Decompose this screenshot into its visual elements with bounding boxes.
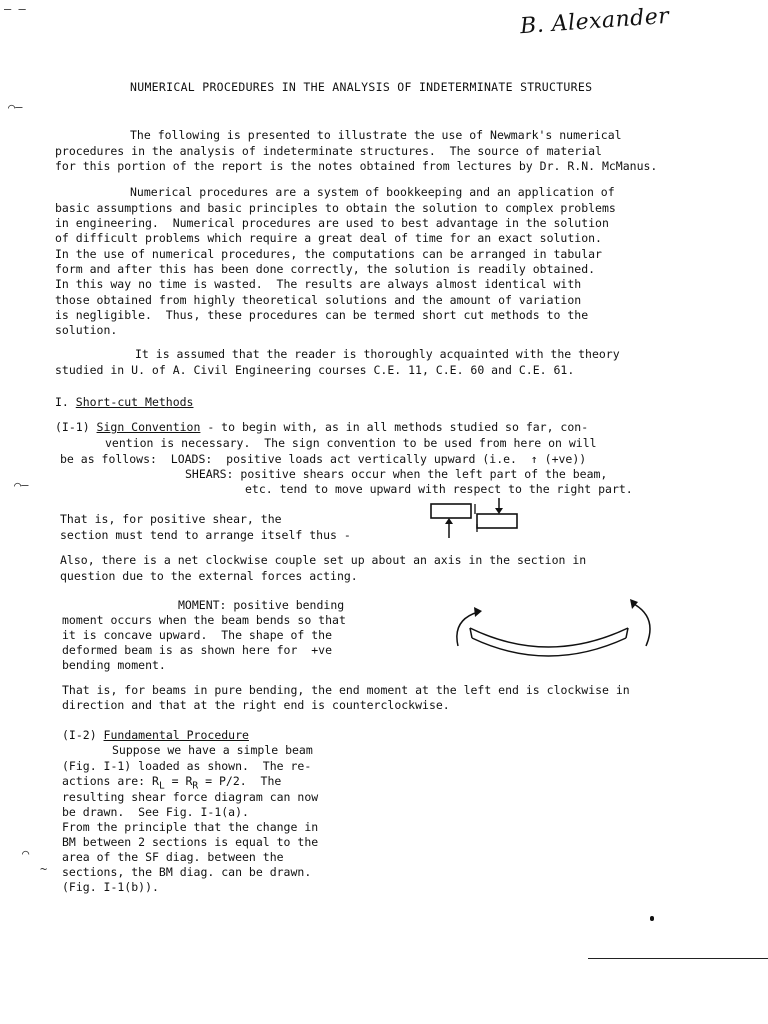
- body-line: those obtained from highly theoretical solutions and the amount of variation: [55, 293, 582, 307]
- beam-top-edge: [470, 628, 628, 647]
- body-line: section must tend to arrange itself thus -: [60, 528, 351, 542]
- subscript: R: [192, 780, 199, 792]
- deformed-beam-diagram: [448, 596, 663, 666]
- body-line: in engineering. Numerical procedures are used to best advantage in the solution: [55, 216, 609, 230]
- loads-label: be as follows: LOADS:: [60, 452, 227, 466]
- margin-mark: — —: [4, 2, 26, 16]
- body-line: BM between 2 sections is equal to the: [62, 835, 319, 849]
- signature: B. Alexander: [519, 3, 671, 40]
- subscript: L: [158, 780, 165, 792]
- body-line: [60, 452, 586, 467]
- arrowhead-icon: [630, 599, 638, 609]
- body-line: basic assumptions and basic principles to obtain the solution to complex problems: [55, 201, 616, 215]
- margin-mark: ⌒: [22, 846, 30, 860]
- intro-line: procedures in the analysis of indeterminate structures. The source of material: [55, 144, 602, 158]
- arrowhead-icon: [495, 508, 503, 514]
- shear-diagram: [425, 496, 535, 546]
- body-line: (Fig. I-1) loaded as shown. The re-: [62, 759, 312, 773]
- shears-label: SHEARS:: [185, 467, 241, 481]
- body-line: form and after this has been done correctly, the solution is readily obtained.: [55, 262, 596, 276]
- body-text: - to begin with, as in all methods studied so far, con-: [200, 420, 589, 434]
- body-line: solution.: [55, 323, 118, 337]
- left-segment: [431, 504, 471, 518]
- body-line: is negligible. Thus, these procedures can be termed short cut methods to the: [55, 308, 589, 322]
- body-line: area of the SF diag. between the: [62, 850, 284, 864]
- body-line: etc. tend to move upward with respect to the right part.: [245, 482, 633, 496]
- subsection-line: [62, 728, 249, 743]
- shears-definition: positive shears occur when the left part of the beam,: [240, 467, 608, 481]
- margin-mark: ⌒—: [14, 478, 29, 492]
- margin-mark: ~: [40, 862, 48, 876]
- counterclockwise-moment-arrow-icon: [634, 604, 650, 646]
- divider: [588, 958, 768, 959]
- clockwise-moment-arrow-icon: [457, 612, 478, 646]
- section-number: I.: [55, 395, 76, 409]
- body-line: Suppose we have a simple beam: [112, 743, 313, 757]
- body-line: In the use of numerical procedures, the computations can be arranged in tabular: [55, 247, 602, 261]
- arrowhead-icon: [445, 518, 453, 524]
- subsection-label: (I-1): [55, 420, 97, 434]
- body-line: bending moment.: [62, 658, 166, 672]
- body-line: vention is necessary. The sign convention to be used from here on will: [105, 436, 597, 450]
- section-title: Short-cut Methods: [75, 395, 194, 409]
- arrowhead-icon: [474, 607, 482, 617]
- body-line: In this way no time is wasted. The results are always almost identical with: [55, 277, 582, 291]
- body-line: Also, there is a net clockwise couple set up about an axis in the section in: [60, 553, 587, 567]
- subsection-line: [55, 420, 588, 435]
- intro-line: for this portion of the report is the notes obtained from lectures by Dr. R.N. McManus.: [55, 159, 658, 173]
- body-line: sections, the BM diag. can be drawn.: [62, 865, 312, 879]
- body-text: = R: [164, 774, 193, 788]
- body-line: it is concave upward. The shape of the: [62, 628, 333, 642]
- body-line: deformed beam is as shown here for +ve: [62, 643, 333, 657]
- body-line: That is, for positive shear, the: [60, 512, 282, 526]
- intro-line: The following is presented to illustrate the use of Newmark's numerical: [130, 128, 622, 142]
- right-segment: [477, 514, 517, 528]
- body-text: = P/2. The: [198, 774, 282, 788]
- body-line: direction and that at the right end is counterclockwise.: [62, 698, 450, 712]
- body-line: [185, 467, 607, 482]
- body-line: resulting shear force diagram can now: [62, 790, 319, 804]
- body-line: moment occurs when the beam bends so that: [62, 613, 346, 627]
- loads-definition: positive loads act vertically upward (i.e. ↑ (+ve)): [226, 452, 587, 466]
- body-line: That is, for beams in pure bending, the end moment at the left end is clockwise in: [62, 683, 630, 697]
- subsection-heading: Fundamental Procedure: [103, 728, 249, 742]
- subsection-label: (I-2): [62, 728, 104, 742]
- section-heading: [55, 395, 193, 410]
- body-line: studied in U. of A. Civil Engineering courses C.E. 11, C.E. 60 and C.E. 61.: [55, 363, 575, 377]
- margin-mark: ⌒—: [8, 100, 23, 114]
- body-line: It is assumed that the reader is thoroughly acquainted with the theory: [135, 347, 620, 361]
- body-line: be drawn. See Fig. I-1(a).: [62, 805, 249, 819]
- body-text: actions are: R: [62, 774, 159, 788]
- body-line: (Fig. I-1(b)).: [62, 880, 159, 894]
- subsection-heading: Sign Convention: [96, 420, 201, 434]
- body-line: Numerical procedures are a system of bookkeeping and an application of: [130, 185, 615, 199]
- ink-dot: [650, 916, 654, 921]
- body-line: MOMENT: positive bending: [178, 598, 345, 612]
- page-title: NUMERICAL PROCEDURES IN THE ANALYSIS OF INDETERMINATE STRUCTURES: [130, 80, 593, 94]
- body-line: From the principle that the change in: [62, 820, 319, 834]
- body-line: question due to the external forces acting.: [60, 569, 358, 583]
- body-line: of difficult problems which require a great deal of time for an exact solution.: [55, 231, 602, 245]
